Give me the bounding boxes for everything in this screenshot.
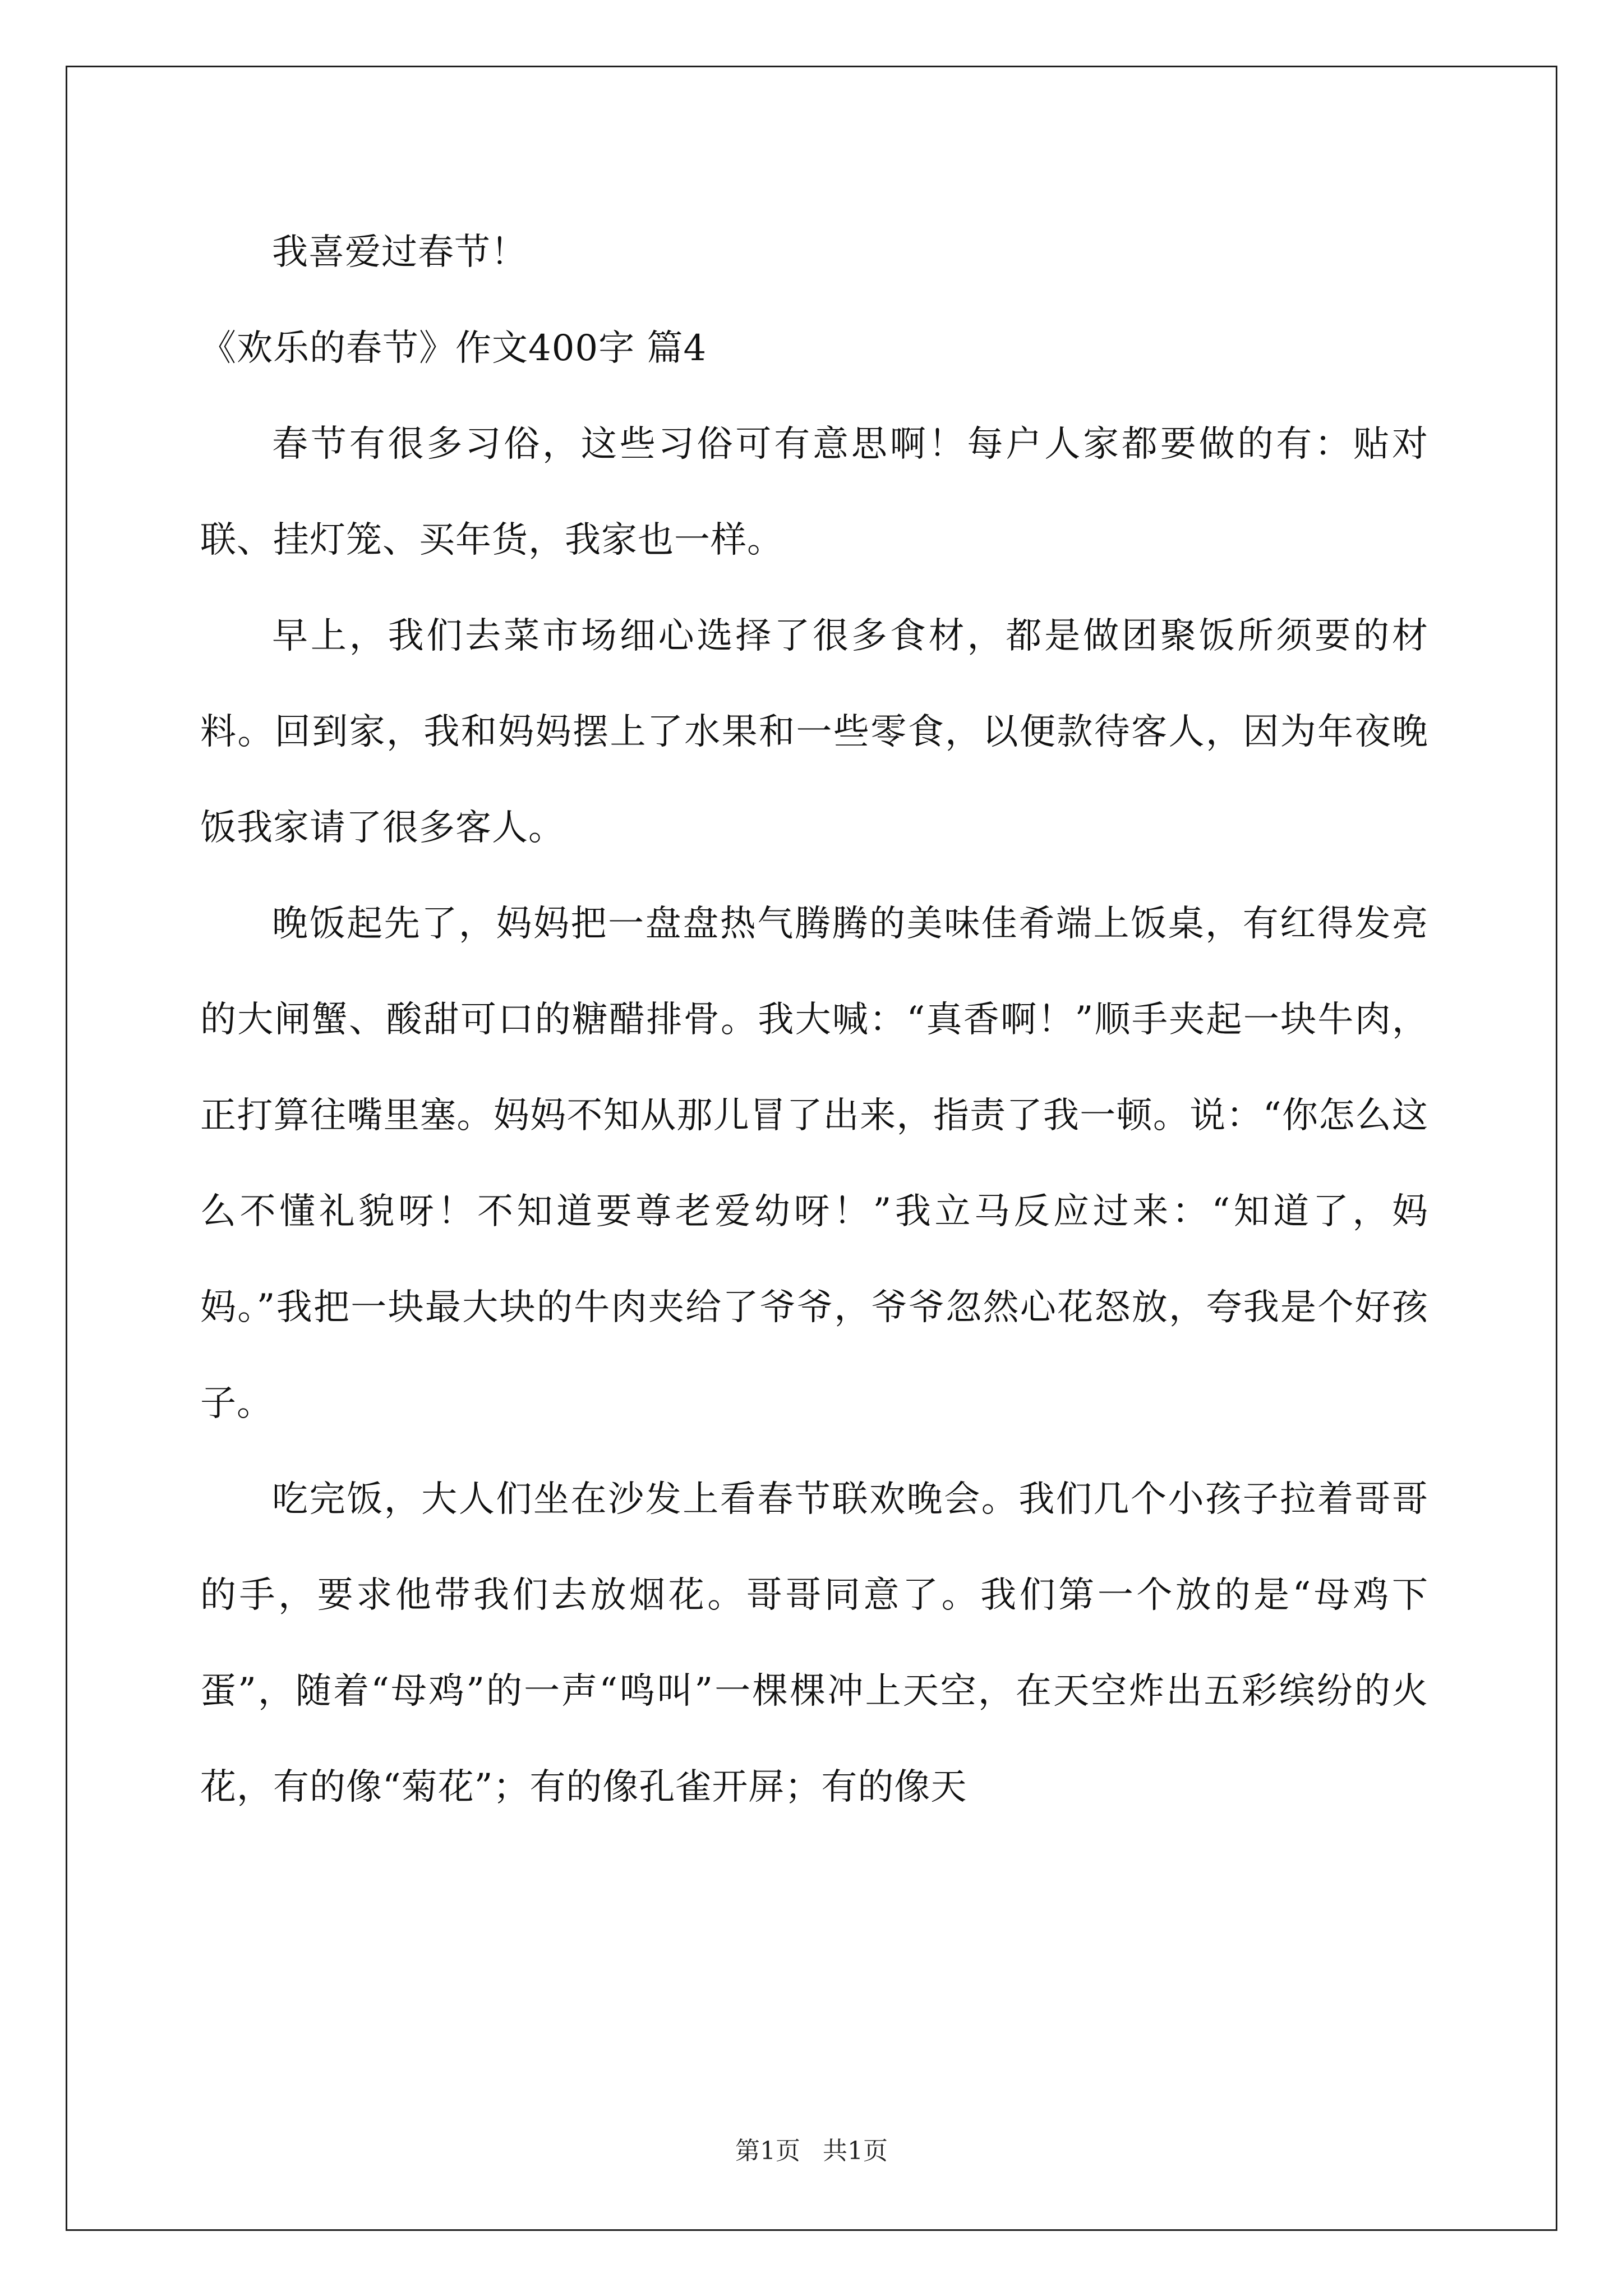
- paragraph: 我喜爱过春节！: [272, 232, 527, 273]
- paragraph: 吃完饭，大人们坐在沙发上看春节联欢晚会。我们几个小孩子拉着哥哥的手，要求他带我们去放烟花。哥哥同意了。我们第一个放的是“母鸡下蛋”，随着“母鸡”的一声“鸣叫”一棵棵冲上天空，在天空炸出五彩缤纷的火花，有的像“菊花”；有的像孔雀开屏；有的像天: [200, 1479, 1428, 1808]
- paragraph: 晚饭起先了，妈妈把一盘盘热气腾腾的美味佳肴端上饭桌，有红得发亮的大闸蟹、酸甜可口的糖醋排骨。我大喊：“真香啊！”顺手夹起一块牛肉，正打算往嘴里塞。妈妈不知从那儿冒了出来，指责了我一顿。说：“你怎么这么不懂礼貌呀！不知道要尊老爱幼呀！”我立马反应过来：“知道了，妈妈。”我把一块最大块的牛肉夹给了爷爷，爷爷忽然心花怒放，夸我是个好孩子。: [200, 903, 1428, 1424]
- page-number: 第1页: [735, 2137, 800, 2165]
- essay-title: 《欢乐的春节》作文400字 篇4: [200, 328, 707, 369]
- page-total: 共1页: [823, 2137, 888, 2165]
- page-footer: [0, 2134, 1623, 2168]
- paragraph: 春节有很多习俗，这些习俗可有意思啊！每户人家都要做的有：贴对联、挂灯笼、买年货，我家也一样。: [200, 424, 1428, 561]
- document-body: [200, 205, 1428, 1835]
- paragraph: 早上，我们去菜市场细心选择了很多食材，都是做团聚饭所须要的材料。回到家，我和妈妈摆上了水果和一些零食，以便款待客人，因为年夜晚饭我家请了很多客人。: [200, 615, 1428, 849]
